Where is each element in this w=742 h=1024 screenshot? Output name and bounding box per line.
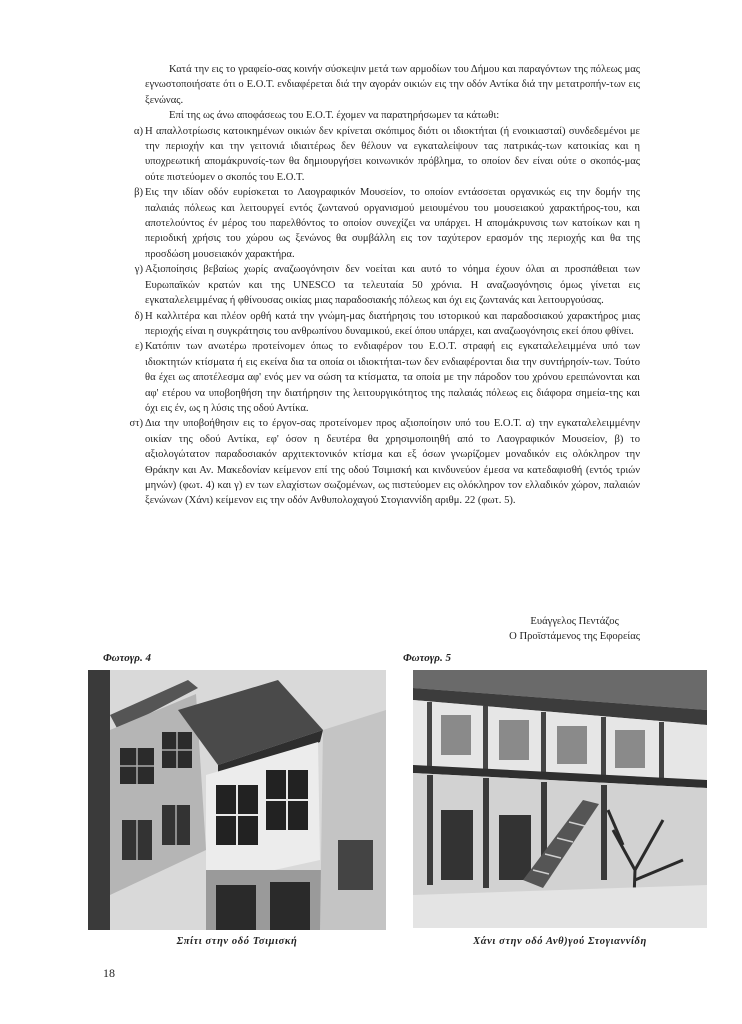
signature-block: [509, 614, 640, 644]
list-marker: δ): [134, 310, 143, 322]
photo-house-tsimiski: [88, 670, 386, 930]
photo-han-stogiannidi: [413, 670, 707, 928]
list-item: [129, 416, 640, 508]
list-item-text: Η απαλλοτρίωσις κατοικημένων οικιών δεν κρίνεται σκόπιμος διότι οι ιδιοκτήται (ή ενοικιασταί) συνδεδεμένοι με την περιοχήν και την γειτονιά ιδιαιτέρως δεν θέλουν να εγκαταλείψουν τας πατρικάς-των κατοικίας και η υποχρεωτική απομάκρυνσίς-των θα δημιουργήσει κοινωνικόν πρόβλημα, το οποίον δεν είναι ούτε ο σκοπός-μας ούτε πιστεύομεν ο σκοπός του Ε.Ο.Τ.: [145, 125, 640, 183]
figure-4-caption: Σπίτι στην οδό Τσιμισκή: [176, 936, 298, 947]
figure-5-label: Φωτογρ. 5: [403, 652, 451, 664]
list-marker: γ): [134, 264, 143, 276]
list-item: [133, 124, 640, 186]
signature-title: Ο Προϊστάμενος της Εφορείας: [509, 631, 640, 642]
article-body: [129, 62, 640, 509]
list-marker: β): [134, 187, 143, 199]
figure-5-caption: Χάνι στην οδό Ανθ)γού Στογιαννίδη: [473, 936, 647, 947]
list-item: [134, 185, 640, 262]
figure-4-label: Φωτογρ. 4: [103, 652, 151, 664]
list-item-text: Δια την υποβοήθησιν εις το έργον-σας προτείνομεν προς αξιοποίησιν υπό του Ε.Ο.Τ. α) την εγκαταλελειμμένην οικίαν της οδού Αντίκα, εφ' όσον η δευτέρα θα χρησιμοποιηθή από το Λαογραφικόν Μουσείον, β) το αξιολογώτατον παραδοσιακόν αρχιτεκτονικόν κτίσμα και εξ όσων γνωρίζομεν μοναδικόν εις ολόκληρον την Θράκην και Αν. Μακεδονίαν κείμενον επί της οδού Τσιμισκή και κινδυνεύον έμεσα να κατεδαφισθή (εντός τριών μηνών) (φωτ. 4) και γ) εν των ελαχίστων σωζομένων, ως πιστεύομεν εις ολόκληρον τον ελλαδικόν χώρον, παλαιών ξενώνων (Χάνι) κείμενον εις την οδόν Ανθυπολοχαγού Στογιαννίδη αριθμ. 22 (φωτ. 5).: [145, 418, 640, 507]
list-item: [134, 262, 640, 308]
list-item-text: Η καλλιτέρα και πλέον ορθή κατά την γνώμη-μας διατήρησις του ιστορικού και παραδοσιακού χαρακτήρος μιας περιοχής είναι η συγκράτησις του ανθρωπίνου δυναμικού, εκεί όπου υπάρχει, και αναζωογόνησις εκεί όπου φθίνει.: [145, 310, 640, 337]
list-item: [135, 339, 640, 416]
intro-paragraph-1: Κατά την εις το γραφείο-σας κοινήν σύσκεψιν μετά των αρμοδίων του Δήμου και παραγόντων της πόλεως μας εγνωστοποιήσατε ότι ο Ε.Ο.Τ. ενδιαφέρεται διά την αγοράν οικιών εις την οδόν Αντίκα διά την μετατροπήν-των εις ξενώνας.: [145, 64, 640, 106]
list-marker: α): [133, 125, 143, 137]
signature-name: Ευάγγελος Πεντάζος: [530, 616, 619, 627]
list-item-text: Αξιοποίησις βεβαίως χωρίς αναζωογόνησιν δεν νοείται και αυτό το νόημα έχουν όλαι αι προσπάθειαι των Ευρωπαϊκών κρατών και της UNESCO τα τελευταία 50 χρόνια. Η αναζωογόνησις όμως γίνεται εις εγκαταλελειμμένας ή φθίνουσας οικίας μιας παραδοσιακής πόλεως και όχι εις ζωντανάς και λειτουργούσας.: [145, 264, 640, 307]
list-marker: ε): [135, 341, 143, 353]
list-item: [134, 309, 640, 340]
page-number: 18: [103, 966, 115, 980]
list-marker: στ): [129, 418, 143, 430]
list-item-text: Εις την ιδίαν οδόν ευρίσκεται το Λαογραφικόν Μουσείον, το οποίον εντάσσεται οργανικώς εις την δομήν της παλαιάς πόλεως και λειτουργεί εντός ζωντανού οργανισμού μειουμένου του μουσειακού χαρακτήρος-του, και αποτελούντος έν μέρος του παρελθόντος το οποίον συνεχίζει να υπάρχει. Η απομάκρυνσις των κατοίκων και η περιοδική χρήσις του χώρου ως ξενώνος θα συμβάλλη εις τον ταχύτερον ερασμόν της περιοχής και θα της προσδώση μουσειακόν χαρακτήρα.: [145, 187, 640, 260]
list-item-text: Κατόπιν των ανωτέρω προτείνομεν όπως το ενδιαφέρον του Ε.Ο.Τ. στραφή εις εγκαταλελειμμένα υπό των ιδιοκτητών κτίσματα ή εις εκείνα δια τα οποία οι ιδιοκτήται-των δεν ενδιαφέρονται δια την συντήρησίν-των. Τούτο θα έχει ως αποτέλεσμα αφ' ενός μεν να σώση τα κτίσματα, τα οποία με την πάροδον του χρόνου ερειπώνονται και αφ' ετέρου να υποβοηθήση την διατήρησιν της λειτουργικότητος της παλαιάς πόλεως εις διάφορα σημεία-της και όχι εις έν, ως η λύσις της οδού Αντίκα.: [145, 341, 640, 414]
intro-paragraph-2: Επί της ως άνω αποφάσεως του Ε.Ο.Τ. έχομεν να παρατηρήσωμεν τα κάτωθι:: [169, 110, 500, 122]
